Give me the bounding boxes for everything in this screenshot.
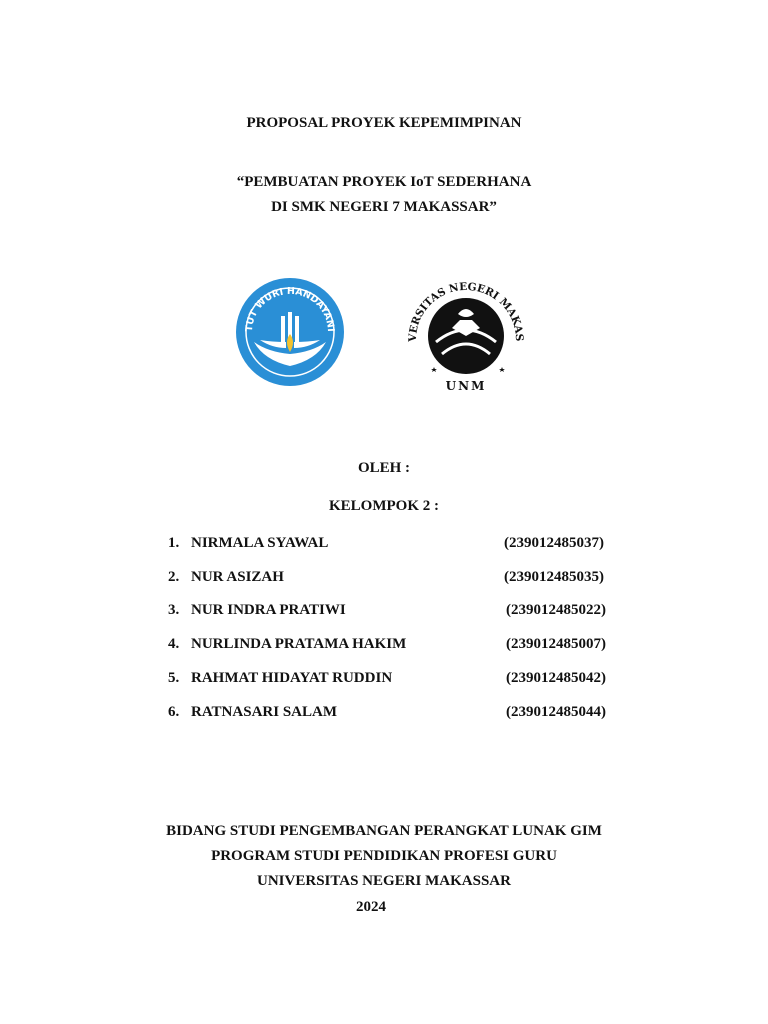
member-nim: (239012485037) xyxy=(504,535,604,551)
tut-wuri-handayani-text: TUT WURI HANDAYANI xyxy=(243,285,337,333)
member-number: 4. xyxy=(168,636,180,652)
member-name: NUR ASIZAH xyxy=(191,569,284,585)
member-nim: (239012485022) xyxy=(506,602,606,618)
group-label: KELOMPOK 2 : xyxy=(329,498,439,514)
member-name: NIRMALA SYAWAL xyxy=(191,535,329,551)
member-number: 3. xyxy=(168,602,180,618)
member-number: 6. xyxy=(168,704,180,720)
tut-wuri-handayani-logo xyxy=(234,276,346,388)
member-name: NUR INDRA PRATIWI xyxy=(191,602,346,618)
project-title-line-1: “PEMBUATAN PROYEK IoT SEDERHANA xyxy=(236,174,532,190)
footer-university: UNIVERSITAS NEGERI MAKASSAR xyxy=(257,873,511,889)
footer-program: PROGRAM STUDI PENDIDIKAN PROFESI GURU xyxy=(211,848,557,864)
member-nim: (239012485035) xyxy=(504,569,604,585)
footer-field-of-study: BIDANG STUDI PENGEMBANGAN PERANGKAT LUNAK GIM xyxy=(166,823,602,839)
unm-logo xyxy=(402,270,530,398)
unm-abbreviation: UNM xyxy=(445,379,487,393)
member-number: 5. xyxy=(168,670,180,686)
member-number: 1. xyxy=(168,535,180,551)
oleh-label: OLEH : xyxy=(357,460,411,476)
member-number: 2. xyxy=(168,569,180,585)
member-name: RAHMAT HIDAYAT RUDDIN xyxy=(191,670,393,686)
project-title-line-2: DI SMK NEGERI 7 MAKASSAR” xyxy=(271,199,497,215)
member-nim: (239012485007) xyxy=(506,636,606,652)
footer-year: 2024 xyxy=(356,899,386,915)
unm-circular-text: VERSITAS NEGERI MAKAS xyxy=(406,280,526,343)
member-nim: (239012485042) xyxy=(506,670,606,686)
member-nim: (239012485044) xyxy=(506,704,606,720)
document-title: PROPOSAL PROYEK KEPEMIMPINAN xyxy=(246,115,522,131)
member-name: NURLINDA PRATAMA HAKIM xyxy=(191,636,407,652)
member-name: RATNASARI SALAM xyxy=(191,704,337,720)
